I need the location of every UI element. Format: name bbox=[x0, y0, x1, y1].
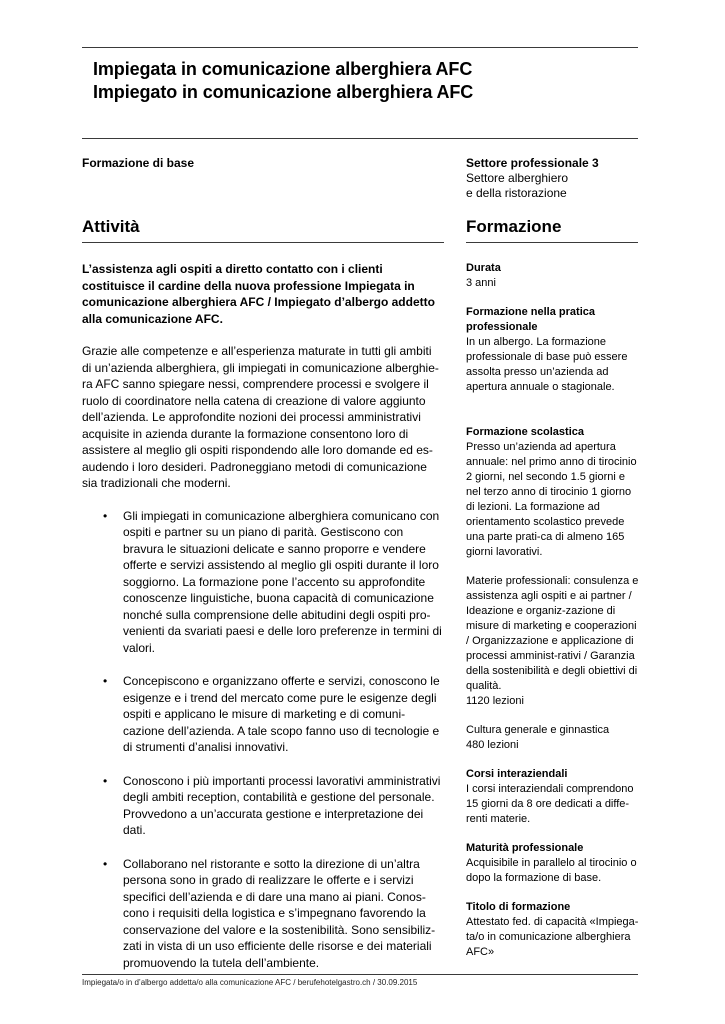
footer-text: Impiegata/o in d’albergo addetta/o alla comunicazione AFC / berufehotelgastro.ch / 30.09.2015 bbox=[82, 978, 418, 987]
list-item bbox=[82, 856, 444, 972]
activities-heading: Attività bbox=[82, 217, 140, 236]
title-line-feminine: Impiegata in comunicazione alberghiera AFC bbox=[93, 59, 473, 79]
activities-list bbox=[82, 508, 444, 972]
school-training-text: Presso un’azienda ad apertura annuale: nel primo anno di tirocinio 2 giorni, nel secondo 1.5 giorni e nel terzo anno di tirocinio 1 giorno di lezioni. La formazione ad orientamento scolastico prevede una parte prati-ca di almeno 165 giorni lavorativi. bbox=[466, 441, 637, 558]
list-item bbox=[82, 673, 444, 756]
list-item-text: Collaborano nel ristorante e sotto la direzione di un’altra persona sono in grado di realizzare le offerte e i servizi specifici dell’azienda e di dare una mano ai piani. Conos-cono i requisiti della logistica e s’impegnano favorendo la conservazione del valore e la sostenibilità. Sono sensibiliz-zati in vista di un uso efficiente delle risorse e dei materiali promuovendo la tutela dell’ambiente. bbox=[123, 856, 436, 970]
list-item-text: Gli impiegati in comunicazione alberghiera comunicano con ospiti e partner su un piano di parità. Gestiscono con bravura le situazioni delicate e sanno proporre e vendere offerte e servizi assistendo al meglio gli ospiti durante il loro soggiorno. La formazione pone l’accento su approfondite conoscenze linguistiche, buona capacità di comunicazione nonché sulla comprensione delle abitudini degli ospiti pro-venienti da svariati paesi e delle loro preferenze in termini di valori. bbox=[123, 508, 442, 655]
bullet-icon: • bbox=[103, 674, 108, 688]
intro-paragraph: Grazie alle competenze e all’esperienza maturate in tutti gli ambiti di un’azienda alberghiera, gli impiegati in comunicazione alberghie-ra AFC sanno spiegare nessi, comprendere processi e svolgere il ruolo di coordinatore nella catena di creazione di valore aggiunto dell’azienda. Le approfondite nozioni dei processi amministrativi acquisite in azienda durante la formazione consentono loro di assistere al meglio gli ospiti rispondendo alle loro domande ed es-audendo i loro desideri. Padroneggiano metodi di comunicazione sia tradizionali che moderni. bbox=[82, 344, 439, 490]
training-heading: Formazione bbox=[466, 217, 562, 236]
activities-column bbox=[82, 261, 444, 988]
training-divider bbox=[466, 242, 638, 243]
qualification-block bbox=[466, 900, 642, 960]
qualification-text: Attestato fed. di capacità «Impiega-ta/o in comunicazione alberghiera AFC» bbox=[466, 916, 639, 958]
school-training-label: Formazione scolastica bbox=[466, 426, 584, 438]
inter-company-courses-text: I corsi interaziendali comprendono 15 giorni da 8 ore dedicati a diffe-renti materie. bbox=[466, 783, 634, 825]
sector-line: Settore alberghiero bbox=[466, 171, 569, 185]
header-divider bbox=[82, 138, 638, 139]
top-divider bbox=[82, 47, 638, 48]
subjects-lessons: 1120 lezioni bbox=[466, 695, 524, 707]
footer-divider bbox=[82, 974, 638, 975]
training-type-label: Formazione di base bbox=[82, 156, 195, 170]
list-item bbox=[82, 508, 444, 657]
inter-company-courses-label: Corsi interaziendali bbox=[466, 768, 568, 780]
list-item-text: Concepiscono e organizzano offerte e servizi, conoscono le esigenze e i trend del mercato come pure le esigenze degli ospiti e applicano le misure di marketing e di comuni-cazione dell’azienda. A tale scopo fanno uso di tecnologie e di strumenti d’analisi innovativi. bbox=[123, 674, 440, 754]
sector-label: Settore professionale 3 bbox=[466, 156, 599, 170]
practical-training-text: In un albergo. La formazione professionale di base può essere assolta presso un’azienda ad apertura annuale o stagionale. bbox=[466, 336, 628, 393]
duration-block bbox=[466, 261, 642, 291]
page-title bbox=[93, 58, 473, 104]
professional-sector bbox=[466, 156, 599, 201]
vocational-maturity-text: Acquisibile in parallelo al tirocinio o dopo la formazione di base. bbox=[466, 857, 637, 884]
sector-line: e della ristorazione bbox=[466, 186, 567, 200]
activities-divider bbox=[82, 242, 444, 243]
general-culture-text: Cultura generale e ginnastica bbox=[466, 724, 610, 736]
practical-training-block bbox=[466, 305, 642, 395]
duration-value: 3 anni bbox=[466, 277, 496, 289]
school-training-block bbox=[466, 425, 642, 560]
duration-label: Durata bbox=[466, 262, 501, 274]
list-item-text: Conoscono i più importanti processi lavorativi amministrativi degli ambiti reception, contabilità e gestione del personale. Provvedono a un’accurata gestione e interpretazione dei dati. bbox=[123, 773, 441, 837]
bullet-icon: • bbox=[103, 856, 108, 871]
training-column bbox=[466, 261, 642, 974]
bullet-icon: • bbox=[103, 773, 108, 788]
general-culture-lessons: 480 lezioni bbox=[466, 739, 519, 751]
subjects-block bbox=[466, 574, 642, 709]
practical-training-label: Formazione nella pratica professionale bbox=[466, 306, 595, 333]
qualification-label: Titolo di formazione bbox=[466, 901, 571, 913]
subjects-text: Materie professionali: consulenza e assistenza agli ospiti e ai partner / Ideazione e organiz-zazione di misure di marketing e cooperazioni / Organizzazione e applicazione di processi amminist-rativi / Garanzia della sostenibilità e degli obiettivi di qualità. bbox=[466, 575, 639, 692]
vocational-maturity-label: Maturità professionale bbox=[466, 842, 584, 854]
inter-company-courses-block bbox=[466, 767, 642, 827]
general-culture-block bbox=[466, 723, 642, 753]
lead-paragraph: L’assistenza agli ospiti a diretto contatto con i clienti costituisce il cardine della nuova professione Impiegata in comunicazione alberghiera AFC / Impiegato d’albergo addetto alla comunicazione AFC. bbox=[82, 262, 435, 326]
bullet-icon: • bbox=[103, 508, 108, 523]
title-line-masculine: Impiegato in comunicazione alberghiera AFC bbox=[93, 82, 474, 102]
list-item bbox=[82, 773, 444, 839]
vocational-maturity-block bbox=[466, 841, 642, 886]
